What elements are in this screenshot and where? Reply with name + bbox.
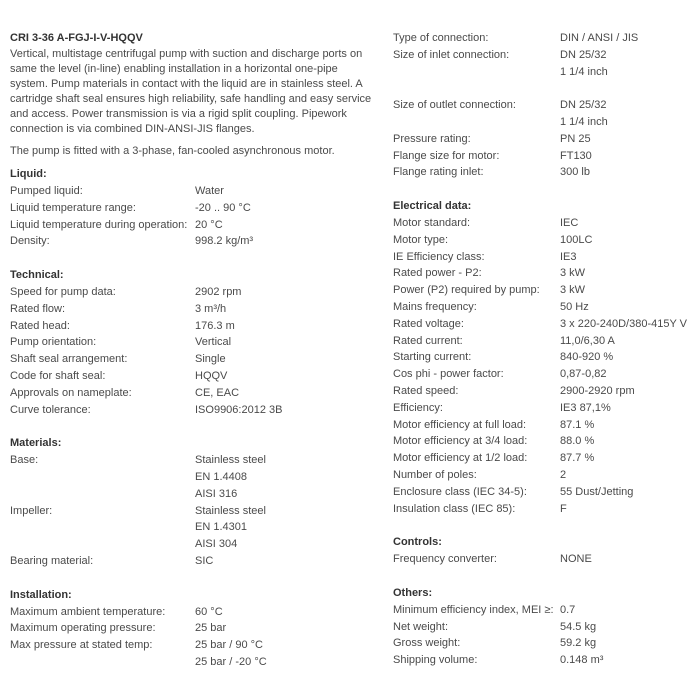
spec-row [10,200,375,217]
spec-row [393,501,693,518]
spec-section-materials [10,435,375,570]
spec-value: 998.2 kg/m³ [195,235,254,248]
spec-value: HQQV [195,369,228,382]
spec-row-continuation [393,64,693,81]
spec-row [10,637,375,654]
spec-value: Vertical [195,336,232,349]
spec-label: Mains frequency: [393,300,477,313]
spec-value: EN 1.4301 [195,521,247,534]
spec-row [393,47,693,64]
spec-value: 50 Hz [560,300,589,313]
spec-value: 3 kW [560,267,586,280]
spec-row [10,284,375,301]
spec-section-installation [10,587,375,671]
spec-row [10,233,375,250]
spec-value: 1 1/4 inch [560,65,608,78]
spec-value: 0.7 [560,603,576,616]
spec-row-continuation [10,486,375,503]
spec-value: 3 kW [560,284,586,297]
spec-row [10,503,375,520]
section-heading: Installation: [10,588,72,601]
spec-label: Starting current: [393,351,472,364]
spec-label: Type of connection: [393,32,489,44]
spec-label: Net weight: [393,620,449,633]
spec-row [10,368,375,385]
spec-label: Motor standard: [393,216,471,229]
product-title: CRI 3-36 A-FGJ-I-V-HQQV [10,32,143,44]
spec-label: Efficiency: [393,401,443,414]
right-column [393,30,693,669]
spec-label: Motor type: [393,233,449,246]
spec-label: Density: [10,235,50,248]
left-spec-sections [10,166,375,671]
spec-value: 87.7 % [560,452,595,465]
spec-value: 54.5 kg [560,620,597,633]
spec-row [393,333,693,350]
spec-label: Impeller: [10,504,53,517]
spec-label: Rated current: [393,334,463,347]
spec-row [393,249,693,266]
spec-row [393,232,693,249]
section-heading: Liquid: [10,168,47,180]
spec-row [393,282,693,299]
spec-row [393,484,693,501]
section-heading: Others: [393,586,433,599]
spec-label: Shaft seal arrangement: [10,353,128,366]
spec-label: Cos phi - power factor: [393,368,504,381]
spec-row [10,301,375,318]
spec-label: Motor efficiency at 3/4 load: [393,435,528,448]
spec-row [393,30,693,47]
spec-value: 2 [560,468,567,481]
spec-label: Pressure rating: [393,132,471,145]
spec-value: Single [195,353,226,366]
product-description: Vertical, multistage centrifugal pump with suction and discharge ports on same the level (in-line) enabling installation in a horizontal one-pipe system. Pump materials in contact with the liquid are in stainless steel. A cartridge shaft seal ensures high reliability, safe handling and easy service and access. Power transmission is via a rigid split coupling. Pipework connection is via combined DIN-ANSI-JIS flanges. [10,48,372,135]
spec-value: 176.3 m [195,319,235,332]
spec-label: Frequency converter: [393,553,497,566]
spec-value: CE, EAC [195,386,240,399]
spec-label: Rated speed: [393,384,459,397]
spec-value: ISO9906:2012 3B [195,403,283,416]
motor-note: The pump is fitted with a 3-phase, fan-cooled asynchronous motor. [10,145,335,157]
spec-value: F [560,502,567,515]
spec-section-others [393,585,693,669]
spec-label: Pump orientation: [10,336,97,349]
spec-label: Size of inlet connection: [393,48,510,61]
spec-label: Insulation class (IEC 85): [393,502,516,515]
spec-row [10,217,375,234]
spec-label: Bearing material: [10,554,94,567]
section-heading: Controls: [393,536,442,549]
spec-row [10,334,375,351]
spec-section-liquid [10,166,375,250]
spec-value: AISI 316 [195,487,238,500]
spec-value: 59.2 kg [560,637,597,650]
spec-row [393,164,693,181]
spec-value: 20 °C [195,218,223,231]
spec-row [393,450,693,467]
spec-value: Water [195,185,224,197]
spec-value: 1 1/4 inch [560,115,608,128]
spec-row-continuation [10,654,375,671]
spec-value: EN 1.4408 [195,470,247,483]
spec-value: 55 Dust/Jetting [560,485,634,498]
spec-label: Liquid temperature range: [10,201,136,214]
spec-value: IE3 [560,250,577,263]
spec-value: -20 .. 90 °C [195,201,251,214]
spec-row [393,602,693,619]
spec-label: Base: [10,454,39,467]
spec-row [393,148,693,165]
spec-label: IE Efficiency class: [393,250,485,263]
spec-value: 2900-2920 rpm [560,384,635,397]
spec-value: Stainless steel [195,454,266,467]
spec-value: 0.148 m³ [560,654,604,667]
spec-row [393,383,693,400]
spec-section-technical [10,267,375,418]
spec-label: Size of outlet connection: [393,99,516,112]
spec-value: NONE [560,553,592,566]
spec-row [393,400,693,417]
spec-row [10,183,375,200]
spec-section-connections [393,30,693,181]
spec-label: Number of poles: [393,468,477,481]
spec-row [393,467,693,484]
spec-label: Curve tolerance: [10,403,91,416]
spec-value: 2902 rpm [195,285,242,298]
spec-label: Code for shaft seal: [10,369,106,382]
spec-row-continuation [10,469,375,486]
spec-row [393,433,693,450]
spec-label: Motor efficiency at full load: [393,418,527,431]
spec-value: DN 25/32 [560,99,607,112]
spec-row [10,452,375,469]
section-heading: Materials: [10,437,62,450]
spec-value: 25 bar [195,622,227,635]
spec-label [393,80,560,97]
spec-label: Enclosure class (IEC 34-5): [393,485,527,498]
spec-row [393,265,693,282]
spec-row [393,316,693,333]
spec-label: Minimum efficiency index, MEI ≥: [393,603,554,616]
spec-section-electrical-data [393,198,693,517]
spec-row [393,215,693,232]
spec-value: 25 bar / -20 °C [195,655,267,668]
spec-value: 300 lb [560,166,590,179]
spec-row [393,80,693,97]
spec-value: 3 m³/h [195,302,227,315]
spec-label: Shipping volume: [393,654,478,667]
spec-value: 11,0/6,30 A [560,334,615,347]
spec-value: FT130 [560,149,592,162]
spec-value: 100LC [560,233,593,246]
spec-label: Motor efficiency at 1/2 load: [393,452,528,465]
spec-row [393,551,693,568]
spec-value: 87.1 % [560,418,595,431]
spec-label: Maximum operating pressure: [10,622,156,635]
spec-value: SIC [195,554,214,567]
spec-label: Flange rating inlet: [393,166,484,179]
spec-row-continuation [10,519,375,536]
spec-value: 0,87-0,82 [560,368,607,381]
spec-value: 88.0 % [560,435,595,448]
spec-label: Rated flow: [10,302,66,315]
spec-label: Gross weight: [393,637,461,650]
spec-value: 60 °C [195,605,223,618]
spec-label: Flange size for motor: [393,149,500,162]
spec-label: Power (P2) required by pump: [393,284,540,297]
spec-row [10,351,375,368]
left-column [10,30,375,671]
spec-row [393,366,693,383]
spec-label: Max pressure at stated temp: [10,639,153,652]
section-heading: Electrical data: [393,199,472,212]
spec-value: IEC [560,216,579,229]
spec-label: Maximum ambient temperature: [10,605,166,618]
spec-row [10,620,375,637]
spec-value: 3 x 220-240D/380-415Y V [560,317,687,330]
spec-row [10,318,375,335]
spec-value: DN 25/32 [560,48,607,61]
spec-value: DIN / ANSI / JIS [560,32,639,44]
spec-row [393,652,693,669]
spec-row [393,619,693,636]
section-heading: Technical: [10,268,64,281]
spec-label: Pumped liquid: [10,185,83,197]
spec-value: AISI 304 [195,538,238,551]
spec-row [10,604,375,621]
spec-row [10,402,375,419]
spec-row [393,635,693,652]
spec-value: Stainless steel [195,504,266,517]
spec-row [393,97,693,114]
spec-row [10,553,375,570]
spec-value: PN 25 [560,132,591,145]
spec-row-continuation [10,536,375,553]
spec-value: IE3 87,1% [560,401,611,414]
spec-row [393,299,693,316]
spec-label: Speed for pump data: [10,285,116,298]
spec-label: Rated power - P2: [393,267,482,280]
spec-row [393,131,693,148]
spec-label: Approvals on nameplate: [10,386,132,399]
spec-label: Liquid temperature during operation: [10,218,188,231]
spec-section-controls [393,534,693,568]
spec-label: Rated voltage: [393,317,464,330]
spec-row [393,349,693,366]
spec-row-continuation [393,114,693,131]
spec-row [393,417,693,434]
spec-value: 25 bar / 90 °C [195,639,263,652]
spec-row [10,385,375,402]
right-spec-sections [393,30,693,669]
spec-label: Rated head: [10,319,70,332]
spec-value: 840-920 % [560,351,614,364]
